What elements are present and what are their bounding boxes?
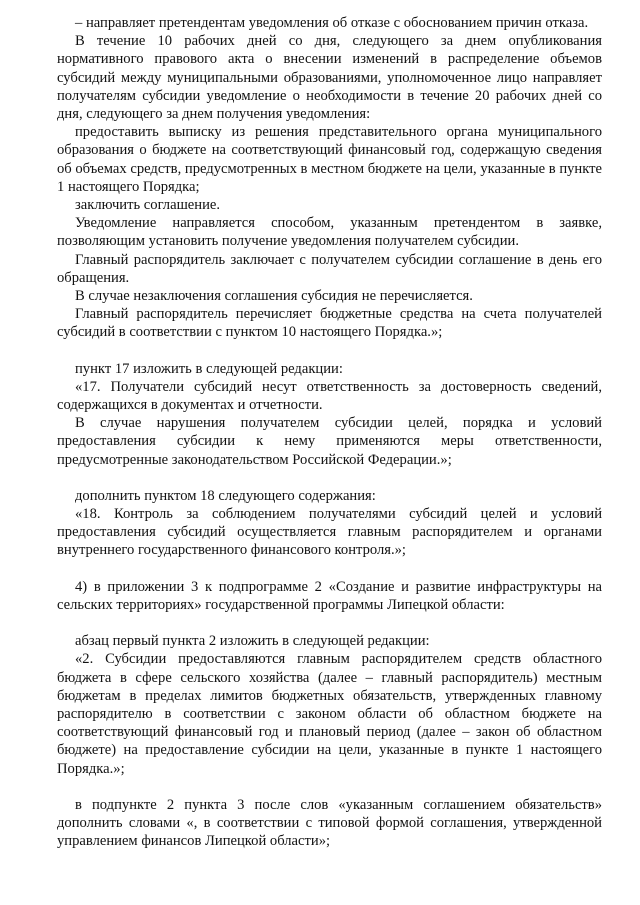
document-paragraph: «18. Контроль за соблюдением получателями субсидий целей и условий предоставления субсидий осуществляется главным распорядителем и органами внутреннего государственного финансового контроля.»; bbox=[57, 506, 602, 559]
document-paragraph: Главный распорядитель заключает с получателем субсидии соглашение в день его обращения. bbox=[57, 251, 602, 286]
document-paragraph: дополнить пунктом 18 следующего содержания: bbox=[75, 487, 376, 504]
document-page bbox=[57, 14, 602, 850]
document-paragraph: пункт 17 изложить в следующей редакции: bbox=[75, 360, 343, 377]
document-paragraph: В случае незаключения соглашения субсидия не перечисляется. bbox=[75, 288, 473, 305]
document-paragraph: «17. Получатели субсидий несут ответственность за достоверность сведений, содержащихся в документах и отчетности. bbox=[57, 378, 602, 414]
document-paragraph: абзац первый пункта 2 изложить в следующей редакции: bbox=[75, 633, 430, 650]
document-paragraph: в подпункте 2 пункта 3 после слов «указанным соглашением обязательств» дополнить словами «, в соответствии с типовой формой соглашения, утвержденной управлением финансов Липецкой области»; bbox=[57, 796, 602, 850]
document-paragraph: В случае нарушения получателем субсидии целей, порядка и условий предоставления субсидии к нему применяются меры ответственности, предусмотренные законодательством Российской Федерации.»; bbox=[57, 415, 602, 468]
document-paragraph: Главный распорядитель перечисляет бюджетные средства на счета получателей субсидий в соответствии с пунктом 10 настоящего Порядка.»; bbox=[57, 306, 602, 341]
document-paragraph: заключить соглашение. bbox=[75, 197, 221, 214]
document-paragraph: предоставить выписку из решения представительного органа муниципального образования о бюджете на соответствующий финансовый год, содержащую сведения об объемах средств, предусмотренных в местном бюджете на цели, указанные в пункте 1 настоящего Порядка; bbox=[57, 124, 602, 195]
document-paragraph: – направляет претендентам уведомления об отказе с обоснованием причин отказа. bbox=[75, 15, 589, 31]
document-paragraph: В течение 10 рабочих дней со дня, следующего за днем опубликования нормативного правового акта о внесении изменений в распределение объемов субсидий между муниципальными образованиями, уполномоченное лицо направляет получателям субсидии уведомление о необходимости в течение 20 рабочих дней со дня, следующего за днем получения уведомления: bbox=[57, 33, 602, 123]
document-paragraph: Уведомление направляется способом, указанным претендентом в заявке, позволяющим установить получение уведомления получателем субсидии. bbox=[57, 215, 602, 250]
document-paragraph: «2. Субсидии предоставляются главным распорядителем средств областного бюджета в сфере сельского хозяйства (далее – главный распорядитель) местным бюджетам в пределах лимитов бюджетных обязательств, утвержденных главному распорядителю в соответствии с законом области об областном бюджете на соответствующий финансовый год и плановый период (далее – закон об областном бюджете) на предоставление субсидии на цели, указанные в пункте 1 настоящего Порядка.»; bbox=[57, 651, 602, 777]
document-paragraph: 4) в приложении 3 к подпрограмме 2 «Создание и развитие инфраструктуры на сельских территориях» государственной программы Липецкой области: bbox=[57, 578, 602, 613]
